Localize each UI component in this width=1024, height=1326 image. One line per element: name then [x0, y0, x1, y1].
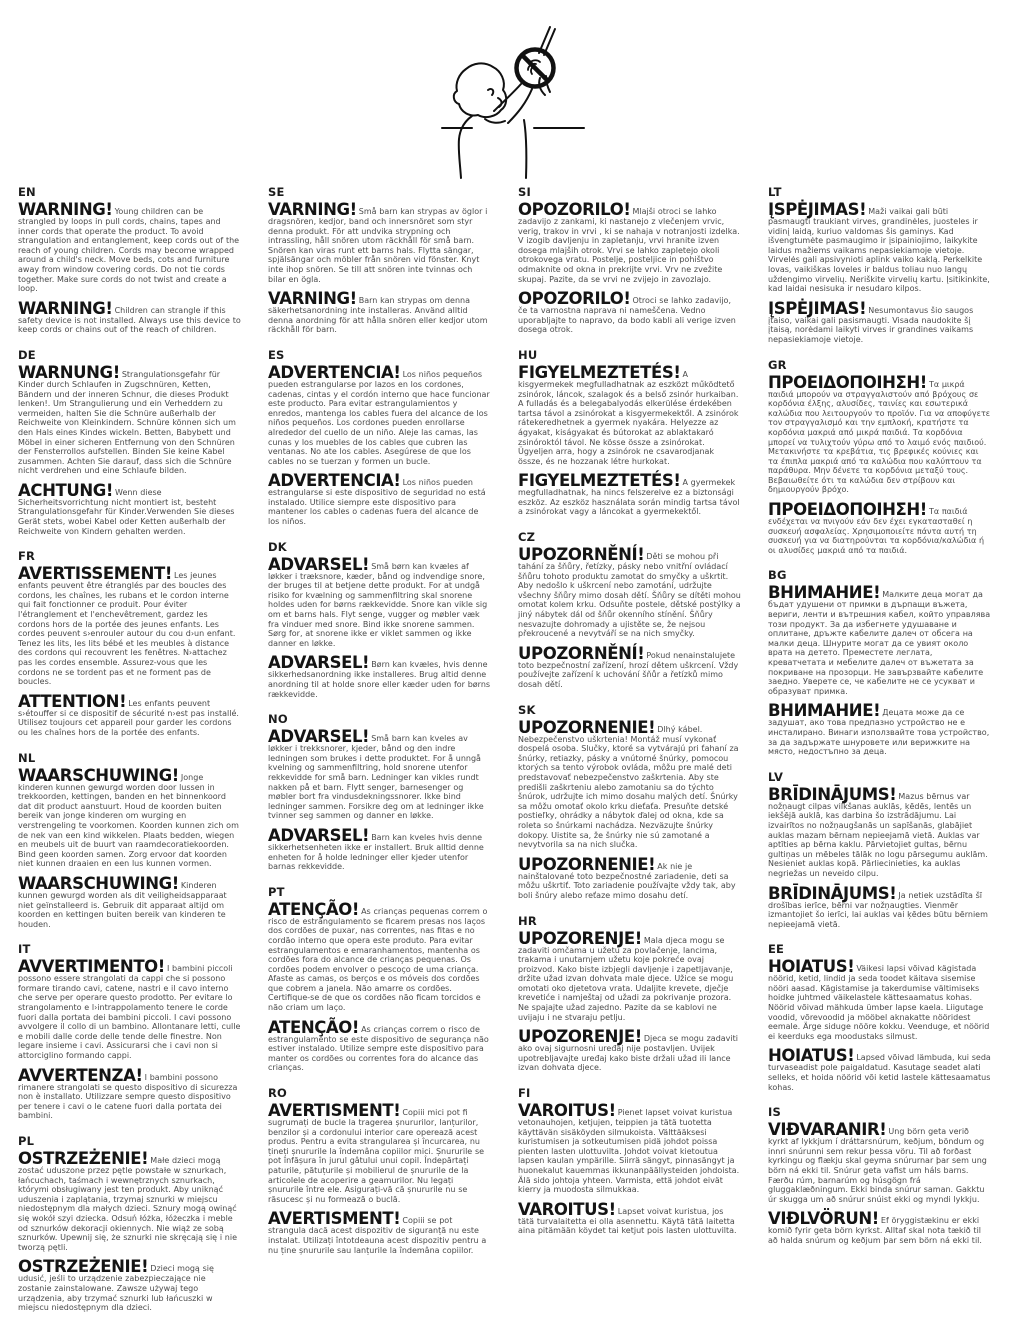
warning-heading: VAROITUS! — [518, 1101, 616, 1121]
warning-heading: OSTRZEŻENIE! — [18, 1257, 149, 1277]
language-code: LV — [768, 769, 784, 784]
lang-section-pt — [268, 885, 491, 1073]
warning-heading: ADVERTENCIA! — [268, 471, 401, 491]
warning-paragraph: ATENÇÃO! As crianças correm o risco de estrangulamento se este dispositivo de segurança não estiver instalado. Utilize sempre este dispositivo para manter os cordões ou correntes fora do alcance das crianças. — [268, 1017, 489, 1073]
language-code: SE — [268, 185, 285, 199]
lang-section-cz — [518, 530, 741, 690]
language-code: CZ — [518, 530, 536, 545]
warning-heading: UPOZORNENIE! — [518, 717, 656, 737]
lang-section-lt — [768, 185, 991, 345]
warning-heading: UPOZORNĚNÍ! — [518, 643, 645, 663]
warning-paragraph: ΠΡΟΕΙΔΟΠΟΙΗΣΗ! Τα παιδιά ενδέχεται να πνιγούν εάν δεν έχει εγκατασταθεί η συσκευή ασφαλείας. Χρησιμοποιείτε πάντα αυτή τη συσκευή για να διατηρούνται τα κορδόνια/καλώδια ή οι αλυσίδες μακριά από τα παιδιά. — [768, 500, 985, 555]
warning-paragraph: ĮSPĖJIMAS! Nesumontavus šio saugos įtaiso, vaikai gali pasismaugti. Visada naudokite šį įtaisą, norėdami laikyti virves ir grandines vaikams nepasiekiamoje vietoje. — [768, 298, 974, 344]
warning-paragraph: AVERTISMENT! Copiii se pot strangula dacă acest dispozitiv de siguranță nu este instalat. Utilizați întotdeauna acest dispozitiv pentru a nu ține șnururile sau lanțurile la îndemâna copiilor. — [268, 1209, 487, 1255]
warning-heading: ACHTUNG! — [18, 480, 114, 500]
warning-heading: UPOZORNĚNÍ! — [518, 545, 645, 565]
lang-section-hu — [518, 348, 741, 517]
warning-heading: WARNUNG! — [18, 362, 120, 382]
warning-paragraph: ACHTUNG! Wenn diese Sicherheitsvorrichtung nicht montiert ist, besteht Strangulationsgefahr für Kinder.Verwenden Sie dieses Gerät stets, wobei Kabel oder Ketten außerhalb der Reichweite von Kindern gehalten werden. — [18, 480, 235, 536]
warning-heading: ADVARSEL! — [268, 554, 370, 574]
warning-paragraph: HOIATUS! Väikesi lapsi võivad kägistada nöörid, ketid, lindid ja seda toodet käitava sisemise nööri aasad. Kägistamise ja takerdumise vältimiseks hoidke juhtmed väikelastele kättesaamatus kohas. Nöörid võivad mähkuda ümber lapse kaela. Liigutage voodid, võrevoodid ja mööbel aknakatte nööridest eemale. Ärge siduge nööre kokku. Veenduge, et nöörid ei keerduks ega moodustaks silmust. — [768, 957, 990, 1041]
prohibition-icon — [517, 50, 554, 87]
warning-heading: ATTENTION! — [18, 691, 127, 711]
warning-heading: VARNING! — [268, 289, 357, 309]
warning-heading: WAARSCHUWING! — [18, 873, 179, 893]
lang-section-it — [18, 942, 241, 1121]
warning-heading: ATENÇÃO! — [268, 1017, 360, 1037]
lang-section-en — [18, 185, 241, 335]
warning-paragraph: UPOZORNĚNÍ! Děti se mohou při tahání za šňůry, řetízky, pásky nebo vnitřní ovládací šňůru tohoto produktu zamotat do smyčky a uškrtit. Aby nedošlo k uškrcení nebo zamotání, udržujte všechny šňůry mimo dosah dětí. Šňůry se dítěti mohou omotat kolem krku. Odsuňte postele, dětské postýlky a jiný nábytek dál od šňůr okenního stínění. Šňůry nesvazujte dohromady a ujistěte se, že nejsou překroucené a nevytváří se na nich smyčky. — [518, 545, 741, 639]
language-code: IS — [768, 1105, 781, 1120]
warning-paragraph: OPOZORILO! Otroci se lahko zadavijo, če ta varnostna naprava ni nameščena. Vedno uporabljajte to napravo, da bodo kabli ali verige izven dosega otrok. — [518, 289, 736, 335]
warning-heading: FIGYELMEZTETÉS! — [518, 471, 681, 491]
language-code: IT — [18, 942, 31, 957]
language-code: FR — [18, 549, 36, 564]
lang-section-pl — [18, 1134, 241, 1313]
warning-columns — [18, 178, 1010, 1326]
warning-heading: OSTRZEŻENIE! — [18, 1149, 149, 1168]
warning-paragraph: ADVERTENCIA! Los niños pequeños pueden estrangularse por lazos en los cordones, cadenas, cintas y el cordón interno que hace funcionar este producto. Para evitar estrangulamientos y enredos, mantenga los cables fuera del alcance de los niños pequeños. Los cordones pueden enrollarse alrededor del cuello de un niño. Aleje las camas, las cunas y los muebles de los cables que cubren las ventanas. No ate los cables. Asegúrese de que los cables no se tuerzan y formen un bucle. — [268, 362, 490, 466]
warning-paragraph: ADVARSEL! Små børn kan kvæles af løkker i træksnore, kæder, bånd og indvendige snore, der bruges til at betjene dette produkt. For at undgå risiko for kvælning og sammenfiltring skal snorene holdes uden for børns rækkevidde. Snore kan vikle sig om et barns hals. Flyt senge, vugger og møbler væk fra vinduer med snore. Bind ikke snorene sammen. Sørg for, at snorene ikke er viklet sammen og ikke danner en løkke. — [268, 554, 488, 648]
language-code: SK — [518, 702, 536, 717]
warning-paragraph: ĮSPĖJIMAS! Maži vaikai gali būti pasmaugti traukiant virves, grandinėles, juosteles ir vidinį laidą, kuriuo valdomas šis gaminys. Kad išvengtumėte pasmaugimo ir įsipainiojimo, laikykite laidus mažiems vaikams nepasiekiamoje vietoje. Virvelės gali apsivynioti aplink vaiko kaklą. Perkelkite lovas, vaikiškas loveles ir baldus toliau nuo langų uždengimo virvelių. Neriškite virvelių kartu. Įsitikinkite, kad laidai nesisuka ir nesudaro kilpos. — [768, 200, 990, 294]
lang-section-bg — [768, 568, 991, 756]
lang-section-lv — [768, 770, 991, 930]
warning-paragraph: WAARSCHUWING! Jonge kinderen kunnen gewurgd worden door lussen in trekkoorden, kettingen, banden en het binnenkoord dat dit product aanstuurt. Houd de koorden buiten bereik van jonge kinderen om wurging en verstrengeling te voorkomen. Koorden kunnen zich om de nek van een kind wikkelen. Plaats bedden, wiegen en meubels uit de buurt van raamdecoratiekoorden. Bind geen koorden samen. Zorg ervoor dat koorden niet kunnen draaien en een lus kunnen vormen. — [18, 765, 239, 869]
lang-section-si — [518, 185, 741, 335]
warning-heading: OPOZORILO! — [518, 289, 631, 309]
warning-paragraph: AVVERTIMENTO! I bambini piccoli possono essere strangolati da cappi che si possono formare tirando cavi, catene, nastri e il cavo interno che serve per operare questo prodotto. Per evitare lo strangolamento e l›intrappolamento tenere le corde fuori dalla portata dei bambini piccoli. I cavi possono avvolgere il collo di un bambino. Allontanare letti, culle e mobili dalle corde delle tende delle finestre. Non legare insieme i cavi. Assicurarsi che i cavi non si attorciglino formando cappi. — [18, 957, 241, 1061]
warning-heading: ADVARSEL! — [268, 825, 370, 845]
lang-section-sk — [518, 703, 741, 901]
warning-paragraph: ADVARSEL! Børn kan kvæles, hvis denne sikkerhedsanordning ikke installeres. Brug altid denne anordning til at holde snore eller kæder uden for børns rækkevidde. — [268, 653, 491, 699]
language-code: EN — [18, 185, 36, 199]
warning-paragraph: WARNING! Children can strangle if this safety device is not installed. Always use this device to keep cords or chains out of the reach of children. — [18, 298, 241, 335]
warning-paragraph: OSTRZEŻENIE! Dzieci mogą się udusić, jeśli to urządzenie zabezpieczające nie zostanie zainstalowane. Zawsze używaj tego urządzenia, aby trzymać sznurki lub łańcuszki w miejscu niedostępnym dla dzieci. — [18, 1257, 214, 1313]
warning-paragraph: VAROITUS! Lapset voivat kuristua, jos tätä turvalaitetta ei olla asennettu. Käytä tätä laitetta aina pitämään köydet tai ketjut pois lasten ulottuvilta. — [518, 1199, 737, 1236]
warning-paragraph: VIÐVARANIR! Ung börn geta verið kyrkt af lykkjum í dráttarsnúrum, keðjum, böndum og innri snúrunni sem rekur þessa vöru. Til að forðast kyrkingu og flækju skal geyma snúrurnar þar sem ung börn ná ekki til. Snúrur geta vafist um háls barns. Færðu rúm, barnarúm og húsgögn frá gluggaklæðningum. Ekki binda snúrur saman. Gakktu úr skugga um að snúrur snúist ekki og myndi lykkju. — [768, 1120, 987, 1204]
language-code: DE — [18, 347, 36, 362]
warning-heading: BRĪDINĀJUMS! — [768, 784, 897, 804]
warning-paragraph: HOIATUS! Lapsed võivad lämbuda, kui seda turvaseadist pole paigaldatud. Kasutage seadet alati selleks, et hoida nöörid või ketid lastele kättesaamatus kohas. — [768, 1046, 991, 1092]
warning-heading: AVERTISSEMENT! — [18, 564, 173, 584]
lang-section-hr — [518, 914, 741, 1074]
language-code: BG — [768, 568, 787, 583]
warning-paragraph: AVVERTENZA! I bambini possono rimanere strangolati se questo dispositivo di sicurezza non è installato. Utilizzare sempre questo dispositivo per tenere i cavi o le catene fuori dalla portata dei bambini. — [18, 1065, 238, 1121]
warning-paragraph: UPOZORNĚNÍ! Pokud nenainstalujete toto bezpečnostní zařízení, hrozí dětem uškrcení. Vždy používejte zařízení k uchování šňůr a řetízků mimo dosah dětí. — [518, 643, 739, 689]
language-code: EE — [768, 942, 785, 957]
child-back — [459, 116, 472, 178]
language-code: NL — [18, 750, 36, 765]
language-code: HU — [518, 347, 538, 362]
lang-section-no — [268, 712, 491, 872]
language-code: ES — [268, 347, 285, 362]
text-column — [768, 178, 991, 1259]
language-code: GR — [768, 357, 787, 372]
warning-paragraph: VIÐLVÖRUN! Ef öryggistækinu er ekki komið fyrir geta börn kyrkst. Alltaf skal nota tækið til að halda snúrum og keðjum þar sem börn ná ekki til. — [768, 1209, 982, 1245]
language-code: PL — [18, 1134, 35, 1148]
warning-paragraph: FIGYELMEZTETÉS! A kisgyermekek megfulladhatnak az eszközt működtető zsinórok, láncok, szalagok és a belső zsinór hurkaiban. A fulladás és a belegabalyodás elkerülése érdekében tartsa távol a zsinórokat a kisgyermekektől. A zsinórok rátekeredhetnek a gyermek nyakára. Helyezze az ágyakat, kiságyakat és bútorokat az ablaktakaró zsinóroktól távol. Ne kösse össze a zsinórokat. Ügyeljen arra, hogy a zsinórok ne csavarodjanak össze, és ne hozzanak létre hurkokat. — [518, 362, 739, 466]
child-shoulder — [485, 119, 505, 123]
text-column — [268, 178, 491, 1268]
warning-heading: ADVARSEL! — [268, 727, 370, 747]
language-code: SI — [518, 185, 531, 199]
warning-paragraph: UPOZORNENIE! Ak nie je nainštalované toto bezpečnostné zariadenie, deti sa môžu uškrtiť. Toto zariadenie používajte vždy tak, aby boli šnúry alebo reťaze mimo dosahu detí. — [518, 854, 736, 900]
language-code: PT — [268, 884, 285, 899]
warning-paragraph: AVERTISSEMENT! Les jeunes enfants peuvent être étranglés par des boucles des cordons, les chaînes, les rubans et le cordon interne qui fait fonctionner ce produit. Pour éviter l'étranglement et l'enchevêtrement, gardez les cordons hors de la portée des jeunes enfants. Les cordes peuvent s›enrouler autour du cou d›un enfant. Tenez les lits, les lits bébé et les meubles à distance des cordons qui recouvrent les fenêtres. N›attachez pas les cordes ensemble. Assurez-vous que les cordons ne se tordent pas et ne forment pas de boucles. — [18, 564, 236, 687]
language-code: DK — [268, 539, 287, 554]
warning-heading: WAARSCHUWING! — [18, 765, 179, 785]
warning-heading: AVERTISMENT! — [268, 1101, 401, 1121]
warning-paragraph: VARNING! Barn kan strypas om denna säkerhetsanordning inte installeras. Använd alltid denna anordning för att hålla snören eller kedjor utom räckhåll för barn. — [268, 289, 488, 335]
warning-paragraph: OSTRZEŻENIE! Małe dzieci mogą zostać uduszone przez pętle powstałe w sznurkach, łańcuchach, taśmach i wewnętrznych sznurkach, którymi obsługiwany jest ten produkt. Aby uniknąć uduszenia i zaplątania, trzymaj sznurki w miejscu niedostępnym dla małych dzieci. Sznury mogą owinąć się wokół szyi dziecka. Odsuń łóżka, łóżeczka i meble od sznurków dekoracji okiennych. Nie wiąż ze sobą sznurków. Upewnij się, że sznurki nie skręcają się i nie tworzą pętli. — [18, 1149, 238, 1252]
warning-paragraph: ADVARSEL! Små barn kan kveles av løkker i trekksnorer, kjeder, bånd og den indre ledningen som brukes i dette produktet. For å unngå kvelning og sammenfiltring, hold snorene utenfor rekkevidde for små barn. Ledninger kan vikles rundt nakken på et barn. Flytt senger, barnesenger og møbler bort fra vindusdekningssnorer. Ikke bind ledninger sammen. Forsikre deg om at ledninger ikke tvinner seg sammen og danner en løkke. — [268, 727, 484, 821]
lang-section-es — [268, 348, 491, 527]
warning-heading: ВНИМАНИЕ! — [768, 583, 881, 603]
lang-section-nl — [18, 751, 241, 930]
language-code: NO — [268, 712, 288, 727]
warning-paragraph: VAROITUS! Pienet lapset voivat kuristua vetonauhojen, ketjujen, teippien ja tätä tuotetta käyttävän sisäköyden silmukoista. Välttääksesi kuristumisen ja sotkeutumisen pidä johdot poissa pienten lasten ulottuvilta. Johdot voivat kietoutua lapsen kaulan ympärille. Siirrä sängyt, pinnasängyt ja huonekalut kauemmas ikkunanpäällysteiden johdoista. Älä sido johtoja yhteen. Varmista, että johdot eivät kierry ja muodosta silmukkaa. — [518, 1101, 740, 1195]
warning-paragraph: WAARSCHUWING! Kinderen kunnen gewurgd worden als dit veiligheidsapparaat niet geïnstalleerd is. Gebruik dit apparaat altijd om koorden en kettingen buiten bereik van kinderen te houden. — [18, 873, 227, 929]
warning-heading: ВНИМАНИЕ! — [768, 701, 881, 721]
lang-section-se — [268, 185, 491, 335]
language-code: HR — [518, 913, 537, 928]
warning-heading: UPOZORENJE! — [518, 1027, 642, 1047]
warning-paragraph: ΠΡΟΕΙΔΟΠΟΙΗΣΗ! Τα μικρά παιδιά μπορούν να στραγγαλιστούν από βρόχους σε κορδόνια έλξης, αλυσίδες, ταινίες και εσωτερικά καλώδια που λειτουργούν το προϊόν. Για να αποφύγετε τον στραγγαλισμό και την εμπλοκή, κρατήστε τα κορδόνια μακριά από μικρά παιδιά. Τα κορδόνια μπορεί να τυλιχτούν γύρω από το λαιμό ενός παιδιού. Μετακινήστε τα κρεβάτια, τις βρεφικές κούνιες και τα έπιπλα μακριά από τα καλώδια που καλύπτουν τα παράθυρα. Μην δένετε τα κορδόνια μεταξύ τους. Βεβαιωθείτε ότι τα καλώδια δεν στρίβουν και δημιουργούν βρόχο. — [768, 372, 991, 495]
warning-heading: ĮSPĖJIMAS! — [768, 298, 867, 318]
child-torso-side — [524, 120, 526, 178]
lang-section-gr — [768, 358, 991, 556]
warning-heading: ĮSPĖJIMAS! — [768, 200, 867, 219]
warning-heading: WARNING! — [18, 200, 113, 219]
warning-paragraph: WARNING! Young children can be strangled by loops in pull cords, chains, tapes and inner cords that operate the product. To avoid strangulation and entanglement, keep cords out of the reach of young children. Cords may become wrapped around a child's neck. Move beds, cots and furniture away from window covering cords. Do not tie cords together. Make sure cords do not twist and create a loop. — [18, 200, 240, 294]
warning-paragraph: ATTENTION! Les enfants peuvent s›étouffer si ce dispositif de sécurité n›est pas installé. Utilisez toujours cet appareil pour garder les cordons ou les chaînes hors de la portée des enfants. — [18, 691, 239, 737]
warning-paragraph: ВНИМАНИЕ! Децата може да се задушат, ако това предпазно устройство не е инсталирано. Винаги използвайте това устройство, за да задържате шнуровете или верижките на място, недостъпно за деца. — [768, 701, 990, 757]
warning-heading: VARNING! — [268, 200, 357, 219]
lang-section-dk — [268, 540, 491, 700]
warning-paragraph: FIGYELMEZTETÉS! A gyermekek megfulladhatnak, ha nincs felszerelve ez a biztonsági eszköz. Az eszköz használata során mindig tartsa távol a zsinórokat vagy a láncokat a gyermekektől. — [518, 471, 740, 517]
warning-heading: AVERTISMENT! — [268, 1209, 401, 1229]
warning-heading: ΠΡΟΕΙΔΟΠΟΙΗΣΗ! — [768, 500, 927, 520]
text-column — [18, 178, 241, 1326]
warning-paragraph: VARNING! Små barn kan strypas av öglor i dragsnören, kedjor, band och innersnöret som styr denna produkt. För att undvika strypning och intrassling, håll snören utom räckhåll för små barn. Snören kan viras runt ett barns hals. Flytta sängar, spjälsängar och möbler från snören vid fönster. Knyt inte ihop snören. Se till att snören inte tvinnas och bilar en ögla. — [268, 200, 488, 284]
warning-heading: UPOZORNENIE! — [518, 854, 656, 874]
warning-paragraph: ADVERTENCIA! Los niños pueden estrangularse si este dispositivo de seguridad no está instalado. Utilice siempre este dispositivo para mantener los cables o cadenas fuera del alcance de los niños. — [268, 471, 486, 527]
language-code: RO — [268, 1086, 288, 1101]
warning-heading: ATENÇÃO! — [268, 899, 360, 919]
warning-heading: HOIATUS! — [768, 1046, 855, 1066]
warning-heading: FIGYELMEZTETÉS! — [518, 362, 681, 382]
language-code: LT — [768, 185, 782, 199]
lang-section-ee — [768, 942, 991, 1092]
lang-section-de — [18, 348, 241, 536]
warning-paragraph: AVERTISMENT! Copiii mici pot fi sugrumați de bucle la tragerea șnururilor, lanțurilor, benzilor și a cordonului interior care operează acest produs. Pentru a evita strangularea și încurcarea, nu țineți șnururile la îndemâna copiilor mici. Șnururile se pot înfășura în jurul gâtului unui copil. Îndepărtați paturile, pătuțurile și mobilierul de șnururile de la articolele de acoperire a geamurilor. Nu legați șnururile între ele. Asigurați-vă că șnururile nu se răsucesc și nu formează o buclă. — [268, 1101, 485, 1204]
warning-heading: UPOZORENJE! — [518, 928, 642, 948]
warning-heading: VIÐLVÖRUN! — [768, 1209, 879, 1229]
warning-paragraph: OPOZORILO! Mlajši otroci se lahko zadavijo z zankami, ki nastanejo z vlečenjem vrvic, verig, trakov in vrvi , ki se nahaja v notranjosti izdelka. V izogib davljenju in zapletanju, vrvi hranite izven dosega mlajših otrok. Vrvi se lahko zapletejo okoli otrokovega vratu. Postelje, posteljice in pohištvo odmaknite od okna in prekrijte vrvi. Vrv ne zvežite skupaj. Pazite, da se vrvi ne zvijejo in zavozlajo. — [518, 200, 740, 284]
lang-section-fi — [518, 1086, 741, 1236]
warning-heading: VIÐVARANIR! — [768, 1120, 887, 1140]
warning-paragraph: BRĪDINĀJUMS! Ja netiek uzstādīta šī drošības ierīce, bērni var nožņaugties. Vienmēr izmantojiet šo ierīci, lai auklas vai ķēdes būtu bērniem nepieejamā vietā. — [768, 883, 988, 929]
text-column — [518, 178, 741, 1249]
lang-section-is — [768, 1105, 991, 1245]
lang-section-fr — [18, 549, 241, 737]
warning-paragraph: UPOZORENJE! Mala djeca mogu se zadaviti omčama u užetu za povlačenje, lancima, trakama i unutarnjem užetu koje pokreće ovaj proizvod. Kako biste izbjegli davljenje i zapetljavanje, držite užad izvan dohvata male djece. Užice se mogu omotati oko djetetova vrata. Udaljite krevete, dječje krevetiće i namještaj od užadi za pokrivanje prozora. Ne spajajte užad zajedno. Pazite da se kablovi ne uvijaju i ne stvaraju petlju. — [518, 928, 734, 1022]
warning-heading: OPOZORILO! — [518, 200, 631, 219]
warning-paragraph: UPOZORNENIE! Dlhý kábel. Nebezpečenstvo uškrtenia! Montáž musí vykonať dospelá osoba. Slučky, ktoré sa vytvárajú pri ťahaní za šnúrky, retiazky, pásky a vnútorné šnúrky, pomocou ktorých sa tento výrobok ovláda, môžu pre malé deti predstavovať nebezpečenstvo zaškrtenia. Aby ste predišli zaškrteniu alebo zamotaniu sa do týchto šnúrok, udržujte ich mimo dosahu malých detí. Šnúrky sa môžu omotať okolo krku dieťaťa. Presuňte detské postieľky, ohrádky a nábytok ďalej od okna, kde sa roleta so šnúrkami nachádza. Nezväzujte šnúrky dokopy. Uistite sa, že šnúrky nie sú zamotané a nevytvorila sa na nich slučka. — [518, 717, 739, 850]
warning-heading: VAROITUS! — [518, 1199, 616, 1219]
warning-paragraph: UPOZORENJE! Djeca se mogu zadaviti ako ovaj sigurnosni uređaj nije postavljen. Uvijek upotrebljavajte uređaj kako biste držali užad ili lance izvan dohvata djece. — [518, 1027, 739, 1073]
warning-heading: HOIATUS! — [768, 957, 855, 977]
warning-heading: ADVARSEL! — [268, 653, 370, 673]
warning-heading: AVVERTIMENTO! — [18, 957, 165, 977]
warning-paragraph: ATENÇÃO! As crianças pequenas correm o risco de estrangulamento se ficarem presas nos laços dos cordões de puxar, nas correntes, nas fitas e no cordão interno que opera este produto. Para evitar estrangulamentos e emaranhamentos, mantenha os cordões fora do alcance de crianças pequenas. Os cordões podem envolver o pescoço de uma criança. Afaste as camas, os berços e os móveis dos cordões que cobrem a janela. Não amarre os cordões. Certifique-se de que os cordões não ficam torcidos e não criam um laço. — [268, 899, 488, 1013]
warning-paragraph: BRĪDINĀJUMS! Mazus bērnus var nožņaugt cilpas vilkšanas auklās, ķēdēs, lentēs un iekšējā auklā, kas darbina šo izstrādājumu. Lai izvairītos no nožņaugšanās un sapīšanās, glabājiet auklas mazam bērnam nepieejamā vietā. Auklas var aptīties ap bērna kaklu. Pārvietojiet gultas, bērnu gultiņas un mēbeles tālāk no logu pārsegumu auklām. Nesieniet auklas kopā. Pārliecinieties, ka auklas negriežas un neveido cilpu. — [768, 784, 988, 878]
child-head — [454, 63, 506, 117]
child-ear — [488, 89, 493, 95]
warning-paragraph: ВНИМАНИЕ! Малките деца могат да бъдат удушени от примки в дърпащи въжета, вериги, ленти и вътрешния кабел, който управлява този продукт. За да избегнете удушаване и оплитане, дръжте кабелите далеч от обсега на малки деца. Шнурите могат да се увият около врата на детето. Преместете леглата, креватчетата и мебелите далеч от въжетата за покриване на прозорци. Не завързвайте кабелите заедно. Уверете се, че кабелите не се усукват и образуват примка. — [768, 583, 991, 696]
warning-heading: WARNING! — [18, 298, 113, 318]
warning-heading: BRĪDINĀJUMS! — [768, 883, 897, 903]
warning-paragraph: WARNUNG! Strangulationsgefahr für Kinder durch Schlaufen in Zugschnüren, Ketten, Bändern und der inneren Schnur, die dieses Produkt lenken!. Um Strangulierung und ein Verheddern zu vermeiden, halten Sie die Schnüre außerhalb der Reichweite von Kleinkindern. Schnüre können sich um den Hals eines Kindes wickeln. Betten, Babybett und Möbel in einer sicheren Entfernung von den Schnüren der Fensterrollos aufstellen. Binden Sie keine Kabel zusammen. Achten Sie darauf, dass sich die Schnüre nicht verdrehen und eine Schlaufe bilden. — [18, 362, 236, 476]
warning-paragraph: ADVARSEL! Barn kan kveles hvis denne sikkerhetsenheten ikke er installert. Bruk alltid denne enheten for å holde ledninger eller kjeder utenfor barnas rekkevidde. — [268, 825, 484, 872]
warning-heading: ADVERTENCIA! — [268, 362, 401, 382]
warning-heading: AVVERTENZA! — [18, 1065, 143, 1085]
child-reaching-for-cord-prohibition-illustration — [428, 26, 638, 184]
warning-heading: ΠΡΟΕΙΔΟΠΟΙΗΣΗ! — [768, 372, 927, 392]
lang-section-ro — [268, 1086, 491, 1255]
language-code: FI — [518, 1086, 531, 1101]
